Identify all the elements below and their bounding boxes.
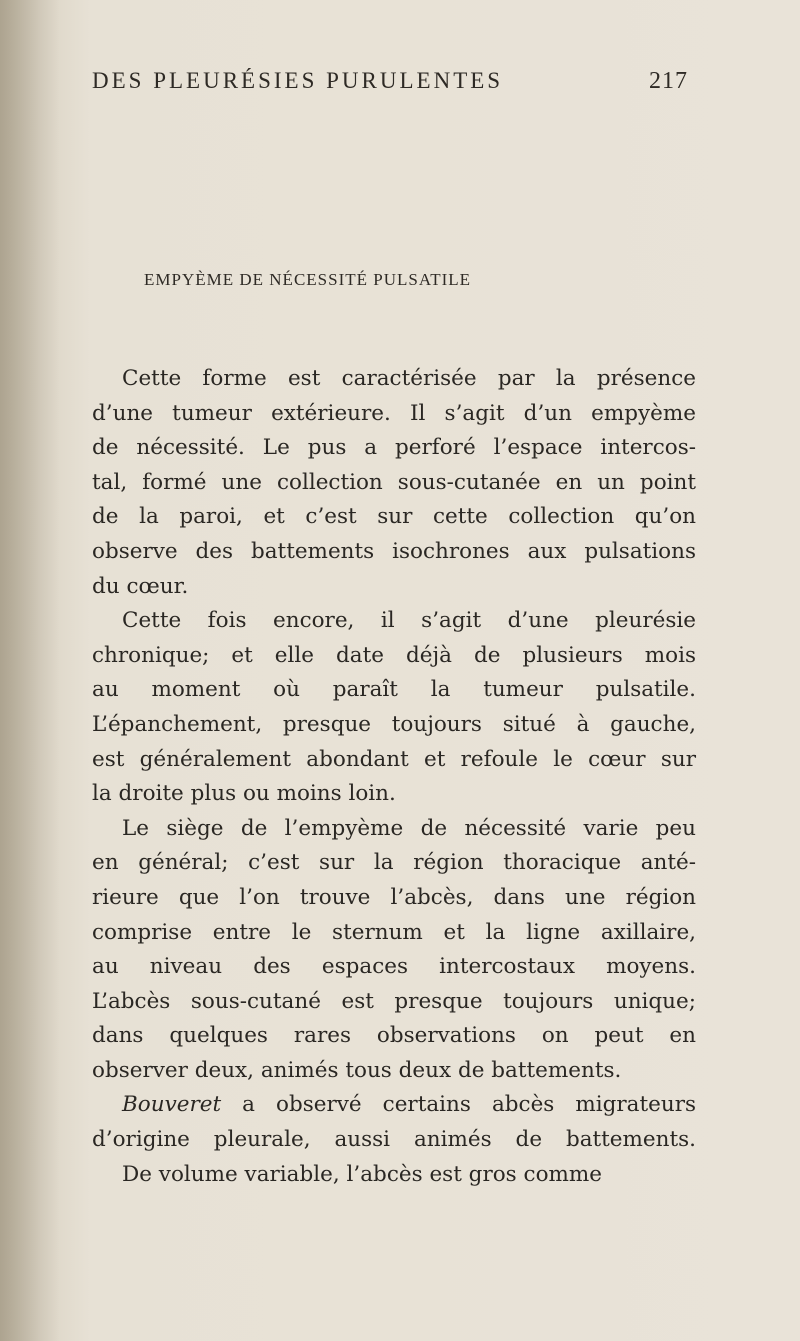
author-name: Bouveret <box>122 1092 222 1118</box>
section-heading: EMPYÈME DE NÉCESSITÉ PULSATILE <box>144 270 472 289</box>
text-line: observe des battements isochrones aux pulsations <box>92 538 696 564</box>
text-line: Cette fois encore, il s’agit d’une pleurésie <box>122 608 696 634</box>
text-line: d’origine pleurale, aussi animés de battements. <box>92 1127 696 1153</box>
running-head-title: DES PLEURÉSIES PURULENTES <box>92 68 504 93</box>
text-line: au moment où paraît la tumeur pulsatile. <box>92 677 696 703</box>
text-line: de nécessité. Le pus a perforé l’espace intercos- <box>92 435 696 461</box>
text-line: du cœur. <box>92 573 189 599</box>
text-line: la droite plus ou moins loin. <box>92 781 396 807</box>
text-line: tal, formé une collection sous-cutanée en un point <box>92 469 696 495</box>
page-number: 217 <box>649 68 688 94</box>
text-line: d’une tumeur extérieure. Il s’agit d’un empyème <box>92 400 696 426</box>
text-line: L’épanchement, presque toujours situé à gauche, <box>92 711 696 737</box>
text-line: dans quelques rares observations on peut en <box>92 1023 696 1049</box>
body-text <box>92 362 696 1192</box>
text-line: Cette forme est caractérisée par la présence <box>122 366 696 391</box>
text-line: comprise entre le sternum et la ligne axillaire, <box>92 919 696 945</box>
text-line-with-name <box>92 1088 696 1123</box>
text-line: L’abcès sous-cutané est presque toujours unique; <box>92 988 696 1014</box>
text-line: Le siège de l’empyème de nécessité varie peu <box>122 815 696 841</box>
text-line: rieure que l’on trouve l’abcès, dans une région <box>92 884 696 910</box>
text-line: observer deux, animés tous deux de battements. <box>92 1057 622 1083</box>
text-line: chronique; et elle date déjà de plusieurs mois <box>92 642 696 668</box>
running-head <box>92 68 688 102</box>
text-line: De volume variable, l’abcès est gros comme <box>122 1161 603 1187</box>
text-fragment: a observé certains abcès migrateurs <box>242 1092 697 1118</box>
text-line: au niveau des espaces intercostaux moyens. <box>92 954 696 980</box>
text-line: est généralement abondant et refoule le cœur sur <box>92 746 696 772</box>
binding-shadow <box>0 0 60 1341</box>
text-line: de la paroi, et c’est sur cette collection qu’on <box>92 504 696 530</box>
text-line: en général; c’est sur la région thoracique anté- <box>92 850 696 876</box>
